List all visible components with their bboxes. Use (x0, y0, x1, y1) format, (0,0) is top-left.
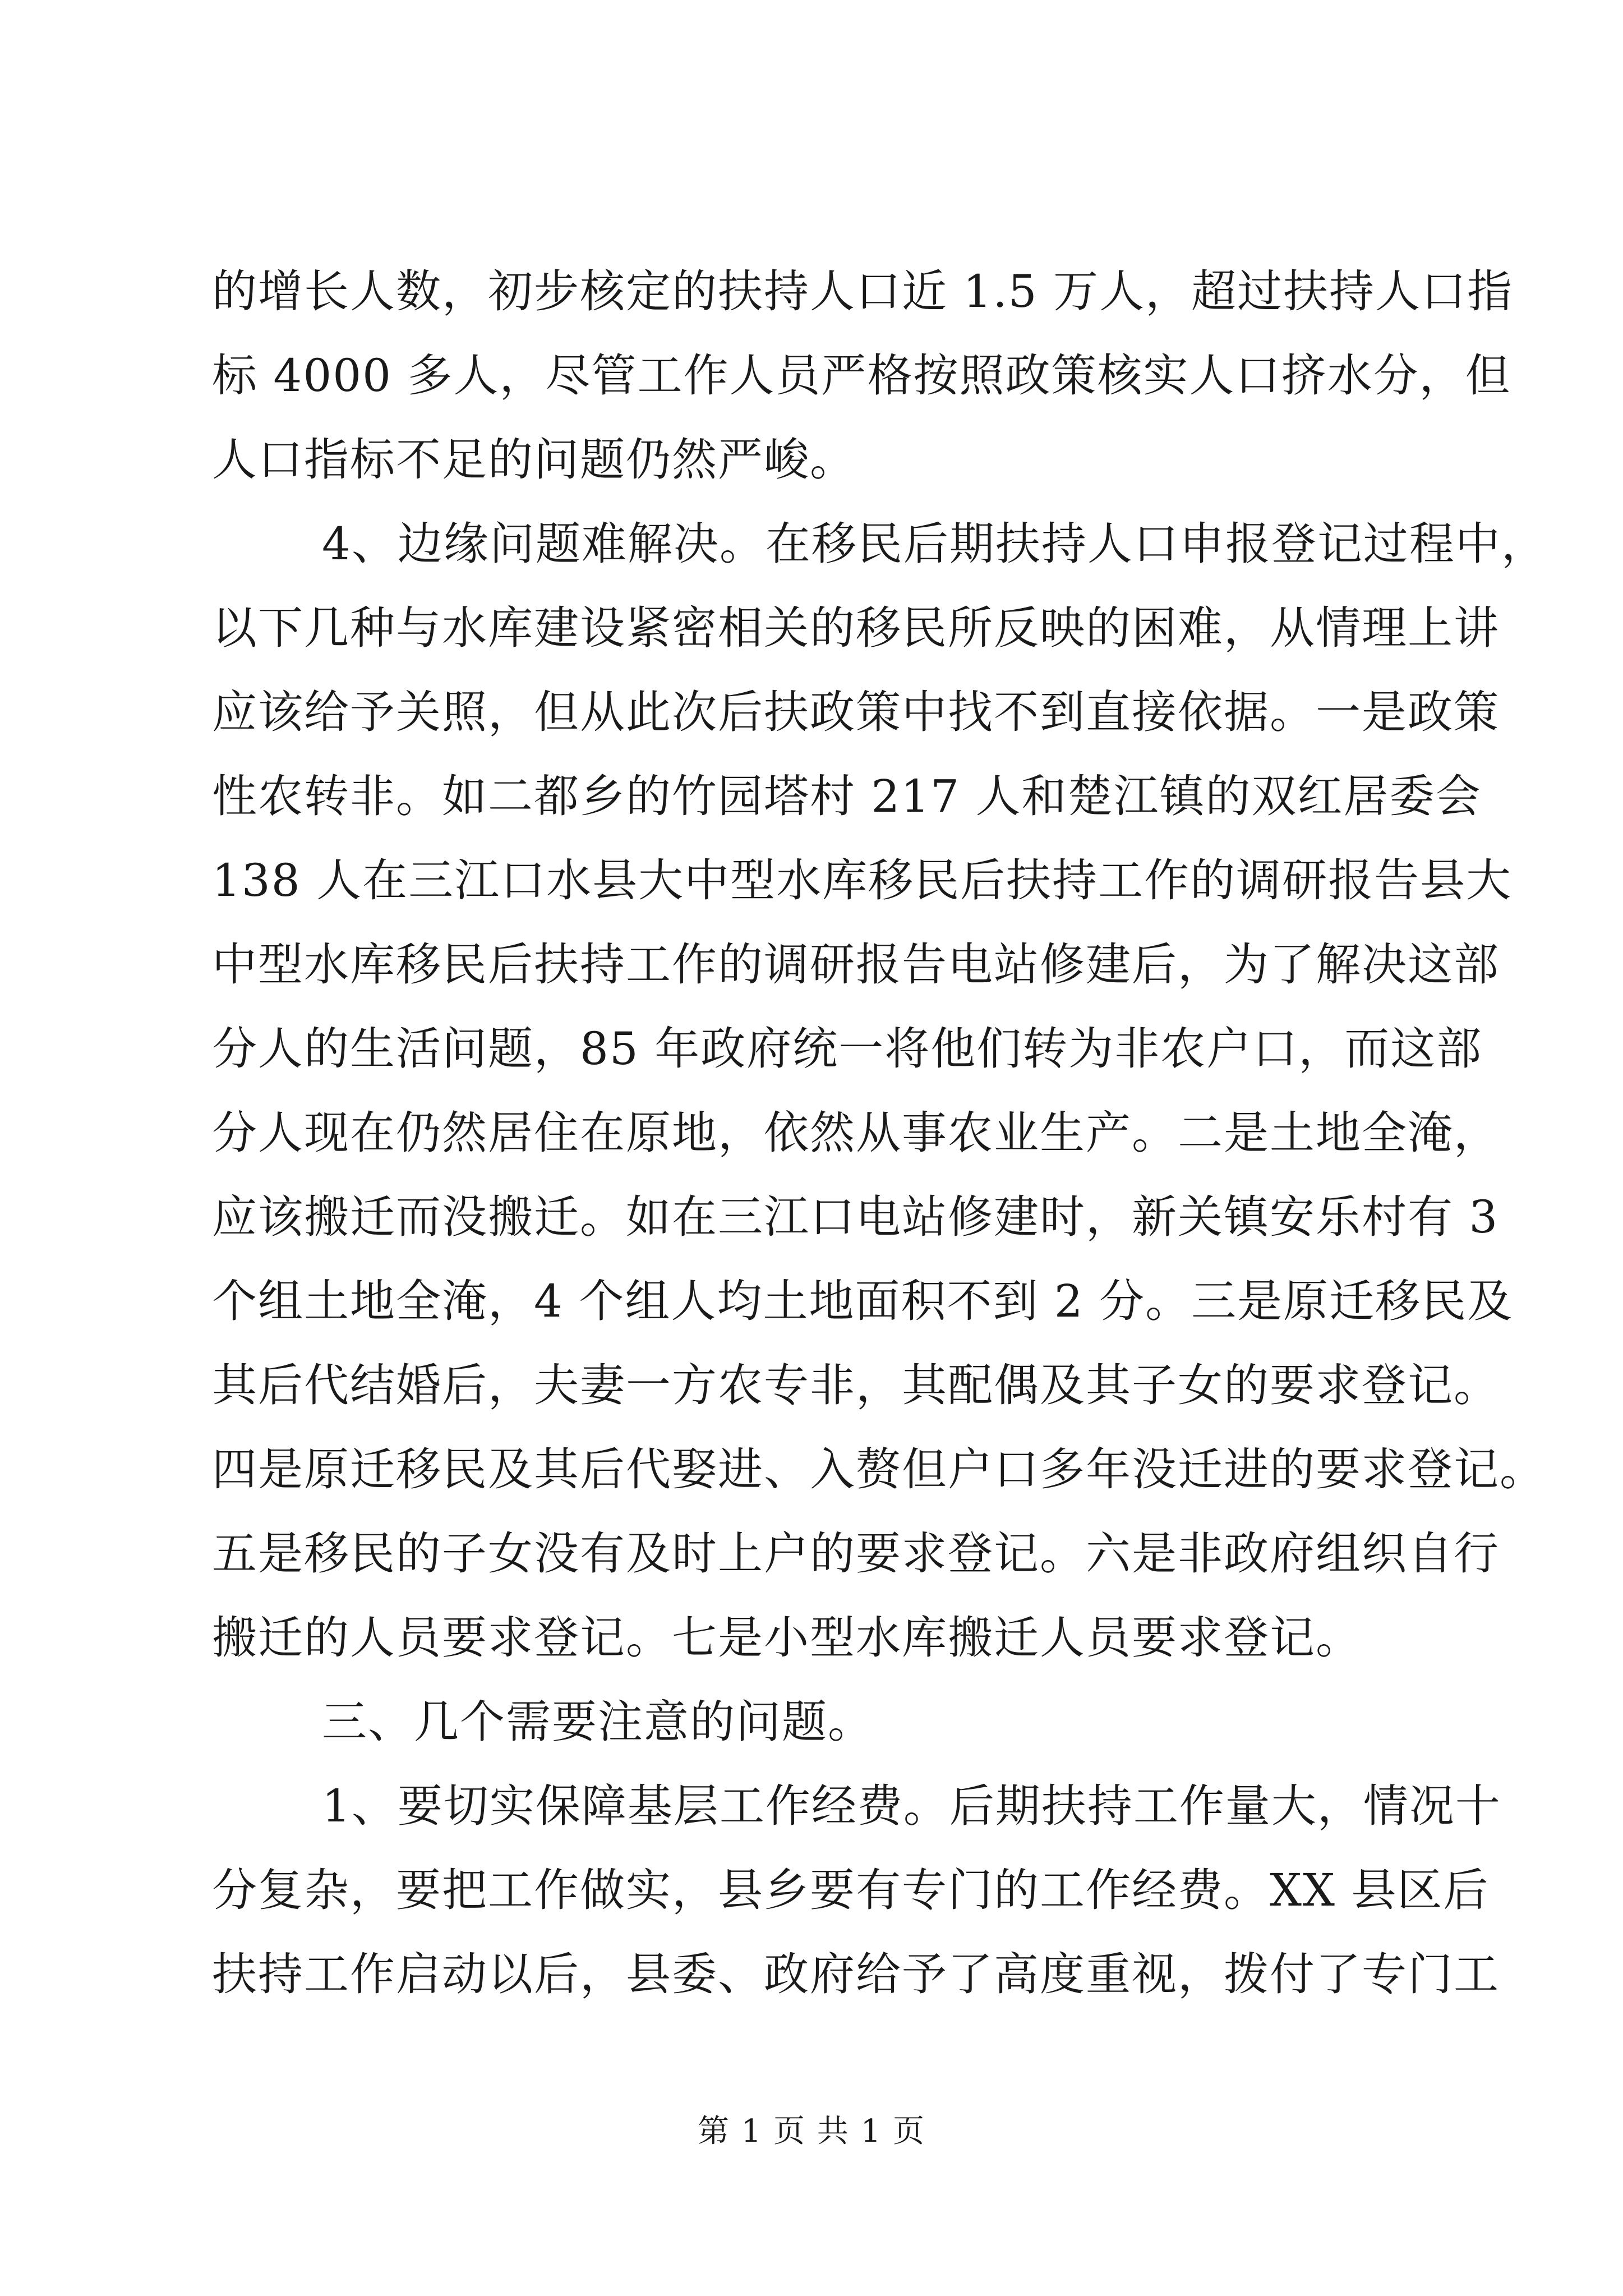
text-line: 应该给予关照，但从此次后扶政策中找不到直接依据。一是政策 (212, 686, 1500, 738)
page-footer: 第 1 页 共 1 页 (697, 2113, 926, 2150)
section-heading: 三、几个需要注意的问题。 (322, 1696, 874, 1748)
text-line: 中型水库移民后扶持工作的调研报告电站修建后，为了解决这部 (212, 938, 1500, 991)
text-line: 标 4000 多人，尽管工作人员严格按照政策核实人口挤水分，但 (212, 349, 1511, 402)
text-line: 性农转非。如二都乡的竹园塔村 217 人和楚江镇的双红居委会 (212, 770, 1482, 822)
text-line: 其后代结婚后，夫妻一方农专非，其配偶及其子女的要求登记。 (212, 1359, 1500, 1411)
text-line: 搬迁的人员要求登记。七是小型水库搬迁人员要求登记。 (212, 1612, 1362, 1664)
text-line: 以下几种与水库建设紧密相关的移民所反映的困难，从情理上讲 (212, 602, 1500, 654)
text-line: 的增长人数，初步核定的扶持人口近 1.5 万人，超过扶持人口指 (212, 265, 1514, 318)
text-line: 分人的生活问题，85 年政府统一将他们转为非农户口，而这部 (212, 1023, 1483, 1075)
text-line: 五是移民的子女没有及时上户的要求登记。六是非政府组织自行 (212, 1527, 1500, 1580)
text-line: 应该搬迁而没搬迁。如在三江口电站修建时，新关镇安乐村有 3 (212, 1191, 1499, 1243)
document-body (212, 250, 1547, 2017)
paragraph-start-line: 4、边缘问题难解决。在移民后期扶持人口申报登记过程中， (322, 518, 1547, 570)
text-line: 人口指标不足的问题仍然严峻。 (212, 434, 856, 486)
paragraph-start-line: 1、要切实保障基层工作经费。后期扶持工作量大，情况十 (322, 1780, 1501, 1832)
text-line: 138 人在三江口水县大中型水库移民后扶持工作的调研报告县大 (212, 854, 1513, 907)
text-line: 分复杂，要把工作做实，县乡要有专门的工作经费。XX 县区后 (212, 1864, 1490, 1916)
text-line: 四是原迁移民及其后代娶进、入赘但户口多年没迁进的要求登记。 (212, 1443, 1546, 1496)
text-line: 扶持工作启动以后，县委、政府给予了高度重视，拨付了专门工 (212, 1948, 1500, 2000)
text-line: 个组土地全淹，4 个组人均土地面积不到 2 分。三是原迁移民及 (212, 1275, 1514, 1327)
text-line: 分人现在仍然居住在原地，依然从事农业生产。二是土地全淹， (212, 1107, 1500, 1159)
